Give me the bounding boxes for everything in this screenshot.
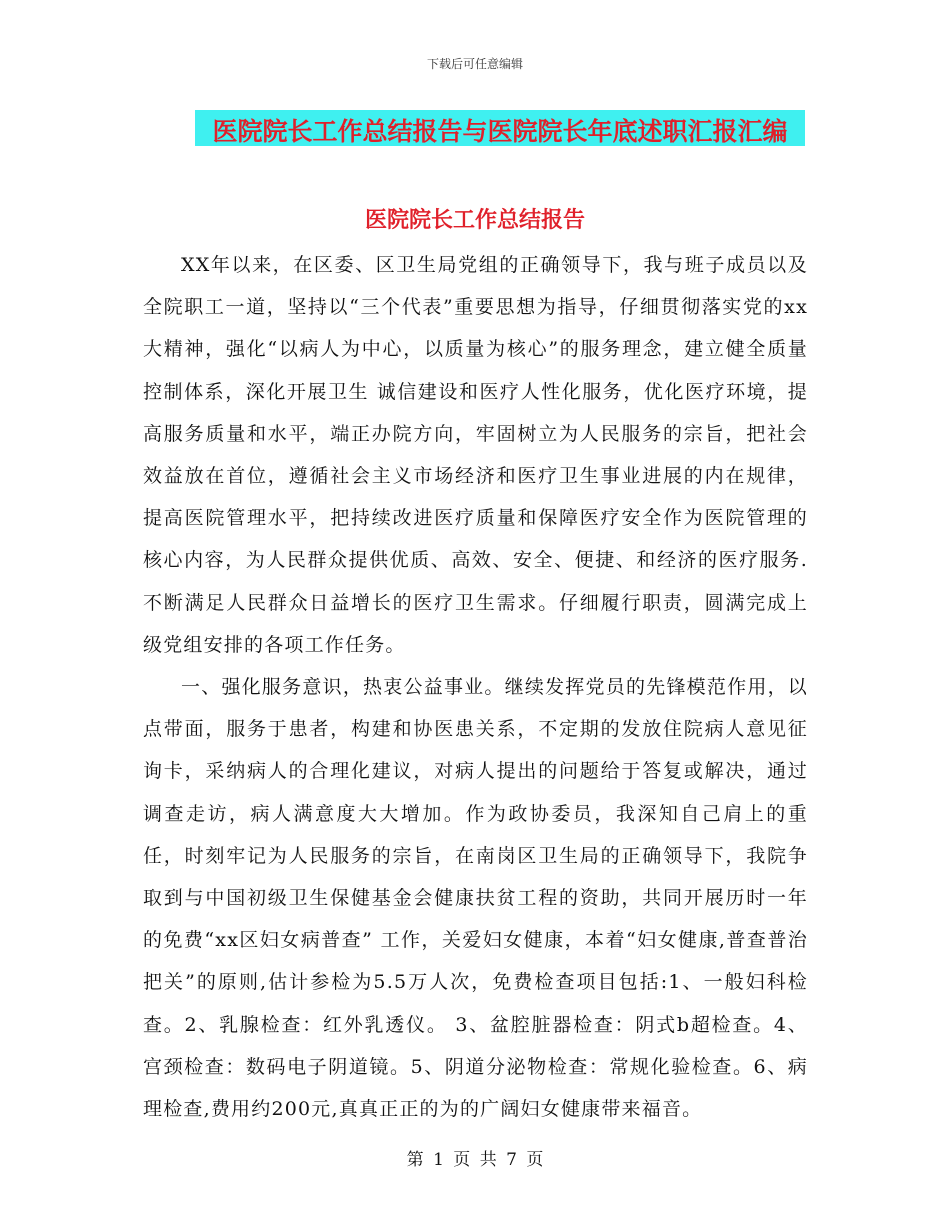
body-text	[143, 244, 808, 1130]
section-title: 医院院长工作总结报告	[364, 207, 585, 233]
paragraph-section-1: 一、强化服务意识，热衷公益事业。继续发挥党员的先锋模范作用，以点带面，服务于患者，构建和协医患关系，不定期的发放住院病人意见征询卡，采纳病人的合理化建议，对病人提出的问题给于答复或解决，通过调查走访，病人满意度大大增加。作为政协委员，我深知自己肩上的重任，时刻牢记为人民服务的宗旨，在南岗区卫生局的正确领导下，我院争取到与中国初级卫生保健基金会健康扶贫工程的资助，共同开展历时一年的免费“xx区妇女病普查” 工作，关爱妇女健康，本着“妇女健康,普查普治把关”的原则,估计参检为5.5万人次，免费检查项目包括:1、一般妇科检查。2、乳腺检查：红外乳透仪。 3、盆腔脏器检查：阴式b超检查。4、宫颈检查：数码电子阴道镜。5、阴道分泌物检查：常规化验检查。6、病理检查,费用约200元,真真正正的为的广阔妇女健康带来福音。	[143, 676, 808, 1121]
document-title: 医院院长工作总结报告与医院院长年底述职汇报汇编	[212, 117, 788, 146]
header-note: 下载后可任意编辑	[426, 57, 523, 71]
paragraph-intro: XX年以来，在区委、区卫生局党组的正确领导下，我与班子成员以及全院职工一道，坚持以“三个代表”重要思想为指导，仔细贯彻落实党的xx大精神，强化“以病人为中心，以质量为核心”的服务理念，建立健全质量控制体系，深化开展卫生 诚信建设和医疗人性化服务，优化医疗环境，提高服务质量和水平，端正办院方向，牢固树立为人民服务的宗旨，把社会效益放在首位，遵循社会主义市场经济和医疗卫生事业进展的内在规律，提高医院管理水平，把持续改进医疗质量和保障医疗安全作为医院管理的核心内容，为人民群众提供优质、高效、安全、便捷、和经济的医疗服务.不断满足人民群众日益增长的医疗卫生需求。仔细履行职责，圆满完成上级党组安排的各项工作任务。	[143, 254, 808, 656]
page-footer: 第 1 页 共 7 页	[406, 1150, 544, 1170]
